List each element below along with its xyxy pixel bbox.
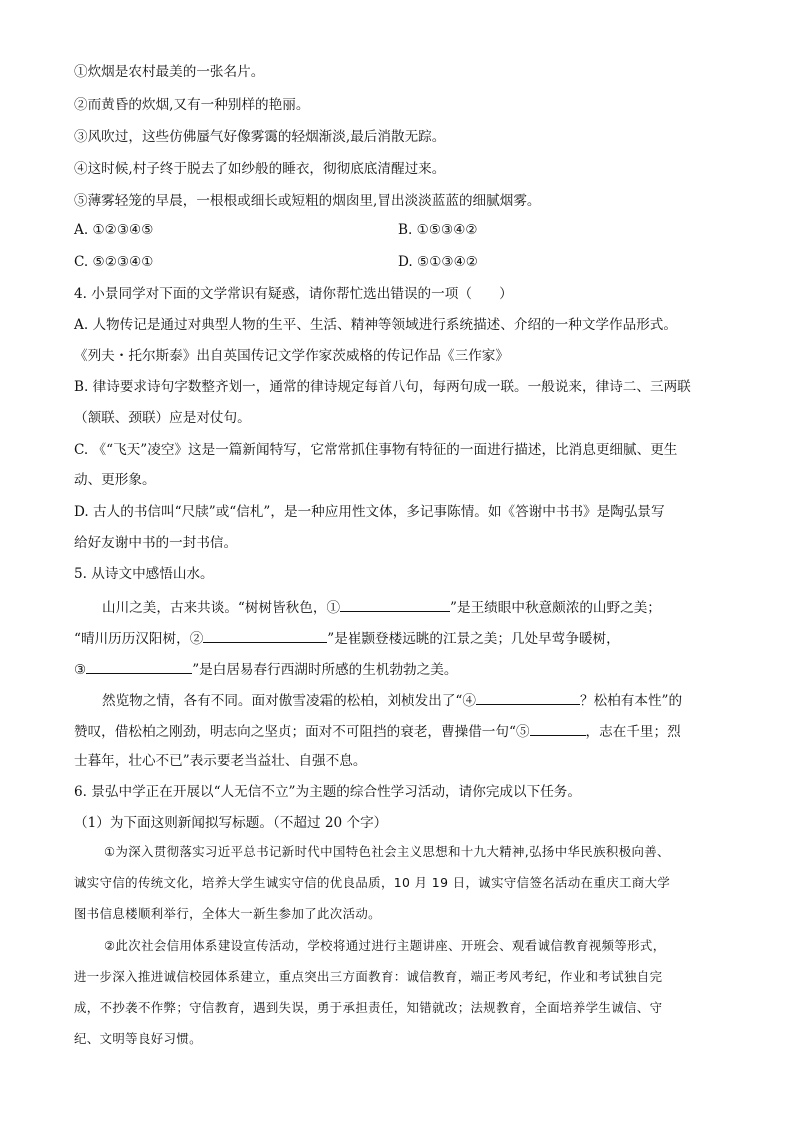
answer-blank-2[interactable] xyxy=(203,628,327,643)
news-p2-line-3: 成，不抄袭不作弊；守信教育，遇到失误，勇于承担责任，知错就改；法规教育，全面培养学生诚信、守 xyxy=(74,1000,663,1015)
q4-option-d-line1: D. 古人的书信叫“尺牍”或“信札”，是一种应用性文体，多记事陈情。如《答谢中书书》是陶弘景写 xyxy=(74,504,665,520)
answer-blank-5[interactable] xyxy=(530,721,586,736)
sentence-2: ②而黄昏的炊烟,又有一种别样的艳丽。 xyxy=(74,97,310,113)
news-paragraph-1 xyxy=(74,843,724,936)
q4-option-c-line1: C. 《“飞天”凌空》这是一篇新闻特写，它常常抓住事物有特征的一面进行描述，比消息更细腻、更生 xyxy=(74,442,678,458)
news-p2-line-4: 纪、文明等良好习惯。 xyxy=(74,1031,202,1046)
q4-option-d-line2: 给好友谢中书的一封书信。 xyxy=(74,535,238,551)
q5-line-5-text-b: ，志在千里；烈 xyxy=(585,724,681,740)
q5-line-4-text-a: 然览物之情，各有不同。面对傲雪凌霜的松柏，刘桢发出了“④ xyxy=(102,693,476,709)
q3-option-a: A. ①②③④⑤ xyxy=(74,222,154,238)
q4-option-b-line1: B. 律诗要求诗句字数整齐划一，通常的律诗规定每首八句，每两句成一联。一般说来，律诗二、三两联 xyxy=(74,379,691,395)
q5-line-3-text-b: ”是白居易春行西湖时所感的生机勃勃之美。 xyxy=(192,662,458,678)
q3-option-d: D. ⑤①③④② xyxy=(398,254,478,270)
sentence-5: ⑤薄雾轻笼的早晨，一根根或细长或短粗的烟囱里,冒出淡淡蓝蓝的细腻烟雾。 xyxy=(74,193,541,209)
answer-blank-3[interactable] xyxy=(86,659,192,674)
q5-line-2-text-a: “晴川历历汉阳树，② xyxy=(74,631,204,647)
q5-line-4 xyxy=(102,690,682,710)
q5-line-1-text-a: 山川之美，古来共谈。“树树皆秋色，① xyxy=(102,600,341,616)
sentence-1: ①炊烟是农村最美的一张名片。 xyxy=(74,64,265,80)
q4-stem: 4. 小景同学对下面的文学常识有疑惑，请你帮忙选出错误的一项（ ） xyxy=(74,286,513,302)
q4-option-a-line1: A. 人物传记是通过对典型人物的生平、生活、精神等领域进行系统描述、介绍的一种文学作品形式。 xyxy=(74,317,677,333)
q5-line-5-text-a: 赞叹，借松柏之刚劲，明志向之坚贞；面对不可阻挡的衰老，曹操借一句“⑤ xyxy=(74,724,530,740)
q5-stem: 5. 从诗文中感悟山水。 xyxy=(74,566,214,582)
q3-option-b: B. ①⑤③④② xyxy=(398,222,478,238)
sentence-3: ③风吹过，这些仿佛蜃气好像雾霭的轻烟渐淡,最后消散无踪。 xyxy=(74,129,446,145)
q5-line-3-text-a: ③ xyxy=(74,662,87,678)
q5-line-2 xyxy=(74,628,620,648)
news-p1-line-2: 诚实守信的传统文化，培养大学生诚实守信的优良品质，10 月 19 日，诚实守信签名活动在重庆工商大学 xyxy=(74,875,671,890)
q5-line-2-text-b: ”是崔颢登楼远眺的江景之美；几处早莺争暖树， xyxy=(327,631,620,647)
answer-blank-4[interactable] xyxy=(476,690,580,705)
q5-line-4-text-b: ？松柏有本性”的 xyxy=(579,693,683,709)
sentence-4: ④这时候,村子终于脱去了如纱般的睡衣，彻彻底底清醒过来。 xyxy=(74,161,446,177)
q6-sub1: （1）为下面这则新闻拟写标题。（不超过 20 个字） xyxy=(74,815,388,831)
q5-line-6: 士暮年，壮心不已”表示要老当益壮、自强不息。 xyxy=(74,753,367,769)
answer-blank-1[interactable] xyxy=(340,597,450,612)
q3-option-c: C. ⑤②③④① xyxy=(74,254,154,270)
news-p2-line-1: ②此次社会信用体系建设宣传活动，学校将通过进行主题讲座、开班会、观看诚信教育视频等形式， xyxy=(104,938,666,953)
q5-line-3 xyxy=(74,659,457,679)
q5-line-5 xyxy=(74,721,681,741)
q4-option-b-line2: （颔联、颈联）应是对仗句。 xyxy=(74,410,251,426)
q5-line-1 xyxy=(102,597,661,617)
news-p1-line-3: 图书信息楼顺利举行，全体大一新生参加了此次活动。 xyxy=(74,906,381,921)
news-p2-line-2: 进一步深入推进诚信校园体系建立，重点突出三方面教育：诚信教育，端正考风考纪，作业和考试独自完 xyxy=(74,969,663,984)
q4-option-a-line2: 《列夫・托尔斯泰》出自英国传记文学作家茨威格的传记作品《三作家》 xyxy=(74,348,509,364)
q5-line-1-text-b: ”是王绩眼中秋意颇浓的山野之美； xyxy=(450,600,661,616)
q6-stem: 6. 景弘中学正在开展以“人无信不立”为主题的综合性学习活动，请你完成以下任务。 xyxy=(74,784,581,800)
news-p1-line-1: ①为深入贯彻落实习近平总书记新时代中国特色社会主义思想和十九大精神,弘扬中华民族积极向善、 xyxy=(104,844,670,859)
q4-option-c-line2: 动、更形象。 xyxy=(74,472,156,488)
news-paragraph-2 xyxy=(74,937,724,1061)
